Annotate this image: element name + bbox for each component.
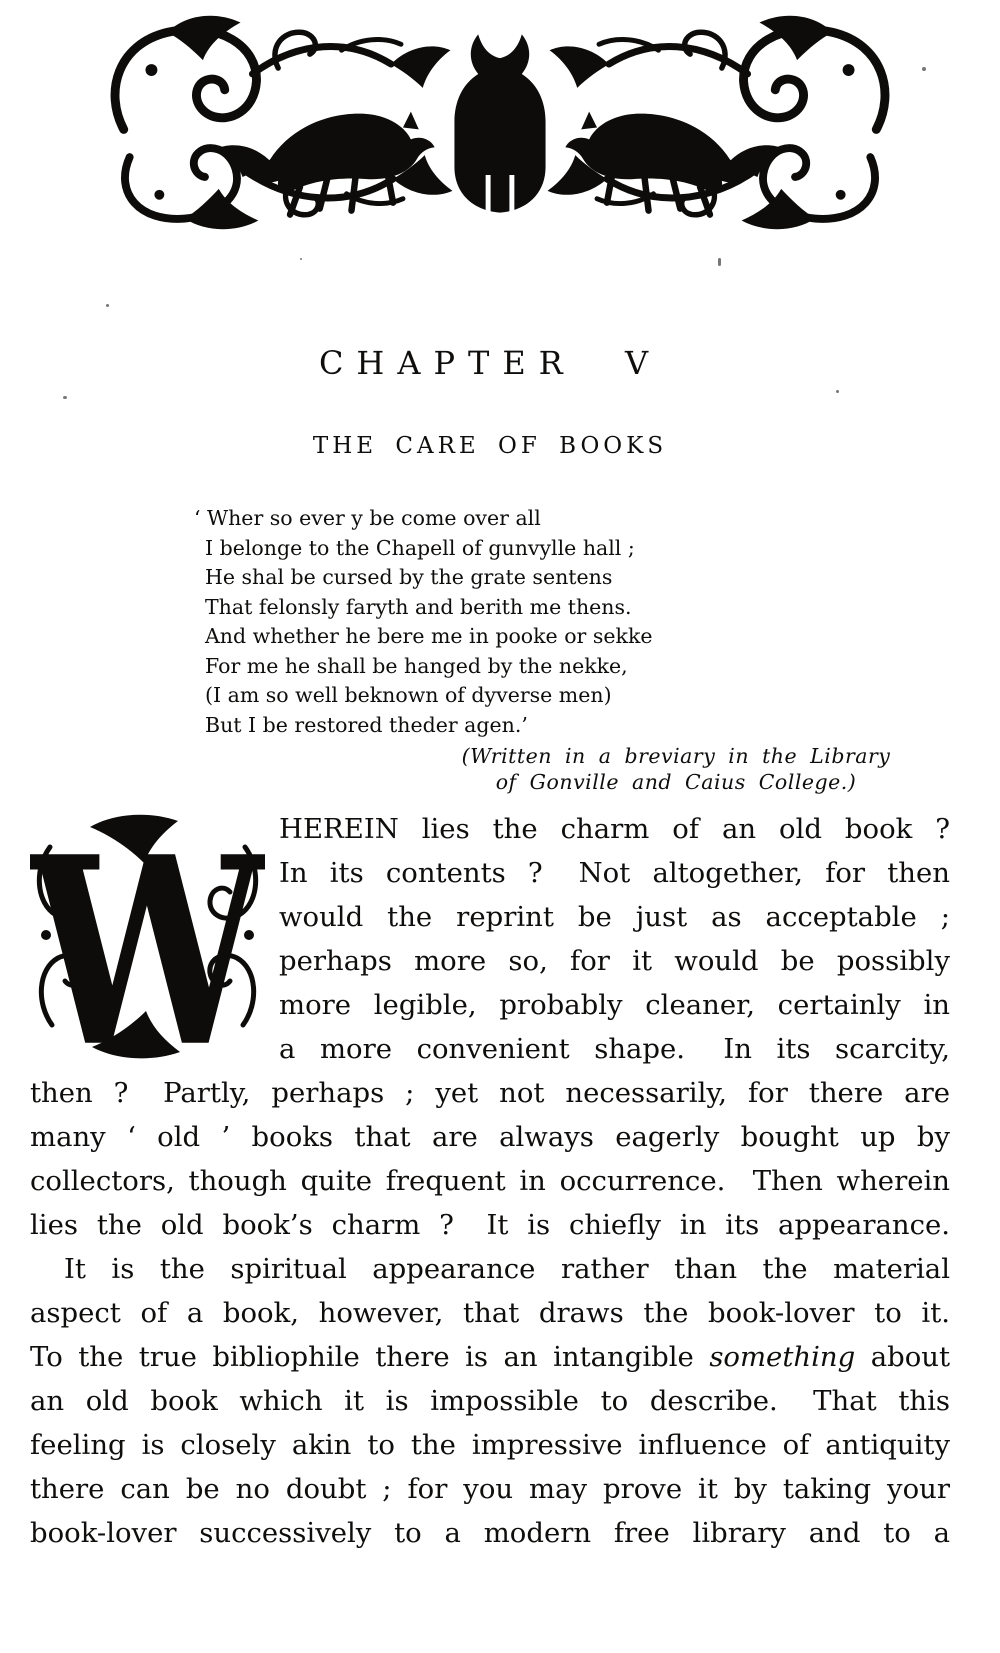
text-segment: book-lover successively to a modern free library and to a: [30, 1517, 950, 1549]
text-line: [30, 1291, 950, 1335]
text-line: [205, 681, 950, 711]
text-segment: many ‘ old ’ books that are always eagerly bought up by: [30, 1121, 950, 1153]
text-segment: He shal be cursed by the grate sentens: [205, 565, 613, 589]
text-segment: To the true bibliophile there is an intangible: [30, 1341, 710, 1373]
text-segment: ‘ Wher so ever y be come over all: [194, 506, 541, 530]
left-scroll: [115, 16, 452, 230]
text-segment: then ? Partly, perhaps ; yet not necessarily, for there are: [30, 1077, 950, 1109]
text-line: [440, 769, 912, 795]
text-segment: perhaps more so, for it would be possibly: [279, 945, 950, 977]
text-segment: In its contents ? Not altogether, for then: [279, 857, 950, 889]
text-segment: (Written in a breviary in the Library: [461, 744, 891, 768]
scan-speck: [922, 67, 926, 71]
text-line: [30, 1423, 950, 1467]
text-segment: That felonsly faryth and berith me thens.: [205, 594, 632, 619]
drop-cap-letter: W: [30, 811, 265, 1061]
text-line: [205, 534, 950, 564]
text-line: [205, 593, 950, 623]
text-segment: And whether he bere me in pooke or sekke: [205, 624, 653, 648]
epigraph-verse: [194, 504, 950, 740]
scan-speck: [836, 390, 839, 393]
text-line: [30, 1071, 950, 1115]
text-segment: about: [855, 1341, 951, 1373]
text-segment: of Gonville and Caius College.): [495, 770, 857, 794]
scan-speck: [300, 258, 302, 260]
text-segment: an old book which it is impossible to describe. That this: [30, 1385, 950, 1417]
text-segment: would the reprint be just as acceptable ;: [279, 901, 950, 933]
text-line: [30, 1511, 950, 1555]
text-line: [205, 622, 950, 652]
text-segment: HEREIN lies the charm of an old book ?: [279, 813, 950, 845]
text-line: [30, 1203, 950, 1247]
epigraph-attribution: [440, 743, 912, 795]
text-segment: more legible, probably cleaner, certainly in: [279, 989, 950, 1021]
text-segment: a more convenient shape. In its scarcity,: [279, 1033, 950, 1065]
chapter-title: THE CARE OF BOOKS: [312, 433, 668, 459]
right-scroll: [548, 16, 885, 230]
text-segment: For me he shall be hanged by the nekke,: [205, 653, 628, 678]
text-line: [205, 711, 950, 741]
text-line: [205, 652, 950, 682]
drop-cap-ornament: [30, 811, 265, 1061]
text-line: [440, 743, 912, 769]
text-segment: aspect of a book, however, that draws the book-lover to it.: [30, 1297, 950, 1329]
page-content: [0, 344, 1000, 1555]
text-line: [205, 563, 950, 593]
text-segment: It is the spiritual appearance rather than the material: [64, 1253, 950, 1285]
text-segment: lies the old book’s charm ? It is chiefly in its appearance.: [30, 1209, 950, 1241]
text-line: [194, 504, 950, 534]
text-line: [30, 1159, 950, 1203]
text-line: [30, 1379, 950, 1423]
text-segment: there can be no doubt ; for you may prove it by taking your: [30, 1473, 950, 1505]
paragraph-2: [30, 1247, 950, 1555]
text-line: [30, 1115, 950, 1159]
scan-speck: [63, 396, 67, 399]
text-segment: (I am so well beknown of dyverse men): [205, 683, 612, 707]
paragraph-1: [30, 807, 950, 1247]
text-segment: But I be restored theder agen.’: [205, 712, 528, 737]
text-line: [30, 1467, 950, 1511]
text-line: [30, 1335, 950, 1379]
scan-speck: [718, 258, 721, 266]
chapter-heading: CHAPTER V: [318, 344, 662, 382]
scan-speck: [106, 304, 109, 307]
text-segment: I belonge to the Chapell of gunvylle hall ;: [205, 535, 635, 560]
text-line: [30, 1247, 950, 1291]
text-segment: collectors, though quite frequent in occurrence. Then wherein: [30, 1165, 950, 1197]
drop-cap-w: [30, 811, 265, 1061]
text-segment: feeling is closely akin to the impressive influence of antiquity: [30, 1429, 950, 1461]
seated-dog-silhouette: [454, 34, 545, 212]
headpiece-ornament-image: [94, 10, 906, 234]
italic-word: something: [709, 1341, 856, 1373]
